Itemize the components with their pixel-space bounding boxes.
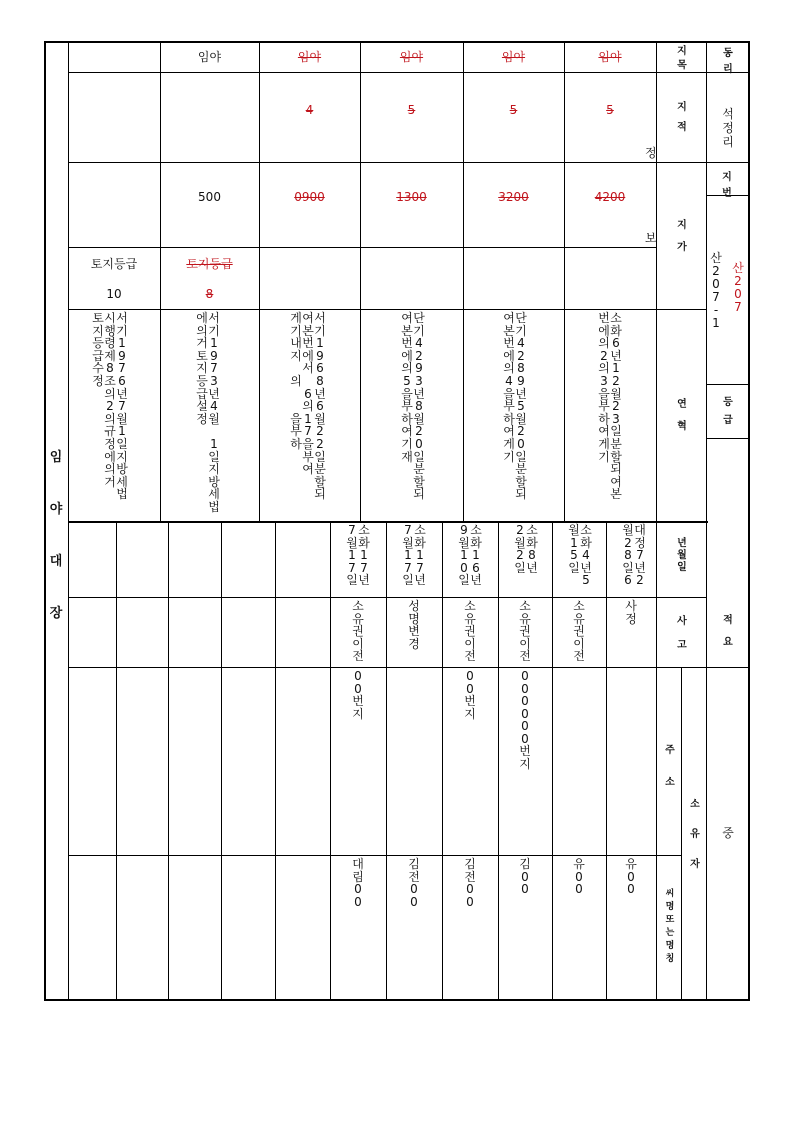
- event-date-0-b: 7 월 1 7 일: [346, 523, 358, 588]
- event-date-3: [514, 524, 538, 574]
- yeonhyeok-label: 연 혁: [677, 399, 687, 432]
- jimok-5: 임야: [598, 50, 622, 64]
- jimok-4: 임야: [501, 50, 526, 64]
- rc-line-4: [706, 384, 749, 385]
- jijeok-3: 5: [407, 103, 416, 117]
- event-sago-5: 사 정: [625, 599, 637, 626]
- event-name-1: 김 전 0 0: [408, 857, 420, 909]
- event-sago-1: 성 명 변 경: [408, 599, 420, 651]
- history-2-b: 여 본 번 에 서 6 의 1 7 을 부 여: [302, 311, 314, 477]
- jiga-3: 1300: [396, 190, 427, 204]
- address-label: 주 소: [665, 745, 675, 788]
- jijeok-label: 지 적: [677, 102, 687, 133]
- sago-label: 사 고: [677, 616, 687, 651]
- event-date-2-a: 소 화 1 6 년: [470, 523, 482, 588]
- jibeon-red-value: 산 2 0 7: [732, 261, 744, 314]
- history-5-a: 소 화 6 년 1 2 월 2 3 일 분 할 되 여 본: [610, 311, 622, 502]
- jibeon-label: 지 번: [722, 172, 732, 199]
- ledger-title: [45, 432, 69, 640]
- event-date-5-b: 월 2 8 일 6: [622, 523, 634, 588]
- bcol-line-5: [330, 521, 331, 1001]
- jiga-label: 지 가: [677, 220, 687, 253]
- event-date-0-a: 소 화 1 7 년: [358, 523, 370, 588]
- name-label: 씨 명 또 는 명 칭: [665, 889, 675, 964]
- owner-label: 소 유 자: [690, 799, 700, 870]
- title-char-0: 임: [49, 450, 63, 465]
- dongri-value: 석 정 리: [722, 107, 734, 149]
- row-line-3: [68, 247, 656, 248]
- history-1-b: 에 의 거 토 지 등 급 설 정: [196, 311, 208, 426]
- grade-value-1: 8: [205, 287, 214, 301]
- bcol-line-1: [116, 521, 117, 1001]
- history-0-c: 토 지 등 급 수 정: [92, 311, 104, 388]
- row-line-6: [68, 597, 706, 598]
- event-address-3: 0 0 0 0 0 0 번 지: [519, 669, 531, 771]
- history-4-b: 여 본 번 에 의 4 을 부 하 여 게 기: [503, 311, 515, 464]
- title-char-1: 야: [49, 502, 63, 517]
- history-1: [196, 312, 220, 514]
- jeong-unit: 정: [645, 146, 657, 160]
- event-date-3-a: 소 화 8 년: [526, 523, 538, 575]
- grade-label: 등 급: [723, 397, 733, 426]
- history-5: [598, 312, 622, 501]
- frame-bottom: [44, 999, 750, 1001]
- grade-title-0: 토지등급: [90, 257, 138, 271]
- rc-line-6: [706, 667, 749, 668]
- event-name-3: 김 0 0: [519, 857, 531, 896]
- event-sago-2: 소 유 권 이 전: [464, 599, 476, 663]
- owner-divider: [681, 667, 682, 1001]
- history-4-a: 단 기 4 2 8 9 년 5 월 2 0 일 분 할 되: [515, 311, 527, 502]
- jiga-2: 0900: [294, 190, 325, 204]
- jeung-label: 중: [722, 826, 734, 840]
- event-date-1: [402, 524, 426, 587]
- frame-top: [44, 41, 750, 43]
- grade-title-1: 토지등급: [186, 257, 233, 271]
- bcol-line-7: [442, 521, 443, 1001]
- jimok-3: 임야: [399, 50, 424, 64]
- row-line-2: [68, 162, 706, 163]
- jiga-1: 500: [198, 190, 221, 204]
- history-1-a: 서 기 1 9 7 3 년 4 월 1 일 지 방 세 법: [208, 311, 220, 514]
- event-date-5: [622, 524, 646, 587]
- title-char-3: 장: [49, 606, 63, 621]
- bcol-line-6: [386, 521, 387, 1001]
- frame-right: [748, 41, 750, 1001]
- event-sago-3: 소 유 권 이 전: [519, 599, 531, 663]
- bcol-line-3: [221, 521, 222, 1001]
- row-line-1: [68, 72, 706, 73]
- history-5-b: 번 에 의 2 의 3 을 부 하 여 게 기: [598, 311, 610, 464]
- history-3: [401, 312, 425, 501]
- dongri-label: 동 리: [723, 48, 733, 75]
- rc-line-2: [706, 162, 749, 163]
- jimok-1: 임야: [197, 50, 222, 64]
- event-address-2: 0 0 번 지: [464, 669, 476, 721]
- history-0-a: 서 기 1 9 7 6 년 7 월 1 일 지 방 세 법: [116, 311, 128, 502]
- date-label: 년 월 일: [677, 538, 687, 573]
- history-0-b: 시 행 령 제 8 조 의 2 의 규 정 에 의 거: [104, 311, 116, 489]
- event-sago-0: 소 유 권 이 전: [352, 599, 364, 663]
- jimok-2: 임야: [297, 50, 322, 64]
- history-2-a: 서 기 1 9 6 8 년 6 월 2 2 일 분 할 되: [314, 311, 326, 502]
- event-date-4: [568, 524, 592, 587]
- bcol-line-4: [275, 521, 276, 1001]
- event-date-3-b: 2 월 2 일: [514, 523, 526, 575]
- event-date-2-b: 9 월 1 0 일: [458, 523, 470, 588]
- event-name-0: 대 림 0 0: [352, 857, 364, 909]
- event-date-5-a: 대 정 7 년 2: [634, 523, 646, 588]
- history-4: [503, 312, 527, 501]
- event-date-1-b: 7 월 1 7 일: [402, 523, 414, 588]
- jeokyo-label: 적 요: [723, 615, 733, 648]
- history-2-c: 게 기 내 지 의 을 부 하: [290, 311, 302, 451]
- grade-value-0: 10: [106, 287, 122, 301]
- jijeok-5: 5: [606, 103, 614, 117]
- jiga-5: 4200: [594, 190, 626, 204]
- event-date-4-a: 소 화 4 년 5: [580, 523, 592, 588]
- history-3-a: 단 기 4 2 9 3 년 8 월 2 0 일 분 할 되: [413, 311, 425, 502]
- bo-unit: 보: [645, 231, 657, 245]
- ledger-title-text: [45, 432, 67, 640]
- event-date-4-b: 월 1 5 일: [568, 523, 580, 575]
- event-sago-4: 소 유 권 이 전: [573, 599, 585, 663]
- bcol-line-2: [168, 521, 169, 1001]
- jijeok-4: 5: [509, 103, 518, 117]
- row-line-5: [68, 521, 708, 523]
- col-line-1: [160, 41, 161, 521]
- event-name-4: 유 0 0: [573, 857, 585, 896]
- event-name-2: 김 전 0 0: [464, 857, 476, 909]
- rc-line-5: [706, 438, 749, 439]
- bcol-line-10: [606, 521, 607, 1001]
- event-date-0: [346, 524, 370, 587]
- history-0: [92, 312, 128, 501]
- history-2: [290, 312, 326, 501]
- title-char-2: 대: [49, 554, 63, 569]
- jiga-4: 3200: [498, 190, 529, 204]
- jijeok-2: 4: [305, 103, 314, 117]
- bcol-line-9: [552, 521, 553, 1001]
- jibeon-value: 산 2 0 7 - 1: [710, 251, 722, 330]
- event-date-1-a: 소 화 1 7 년: [414, 523, 426, 588]
- row-line-8: [68, 855, 681, 856]
- row-line-7: [68, 667, 706, 668]
- event-date-2: [458, 524, 482, 587]
- event-address-0: 0 0 번 지: [352, 669, 364, 721]
- history-3-b: 여 본 번 에 의 5 을 부 하 여 기 재: [401, 311, 413, 464]
- event-name-5: 유 0 0: [625, 857, 637, 896]
- jimok-label: 지 목: [677, 46, 687, 71]
- row-line-4: [68, 309, 706, 310]
